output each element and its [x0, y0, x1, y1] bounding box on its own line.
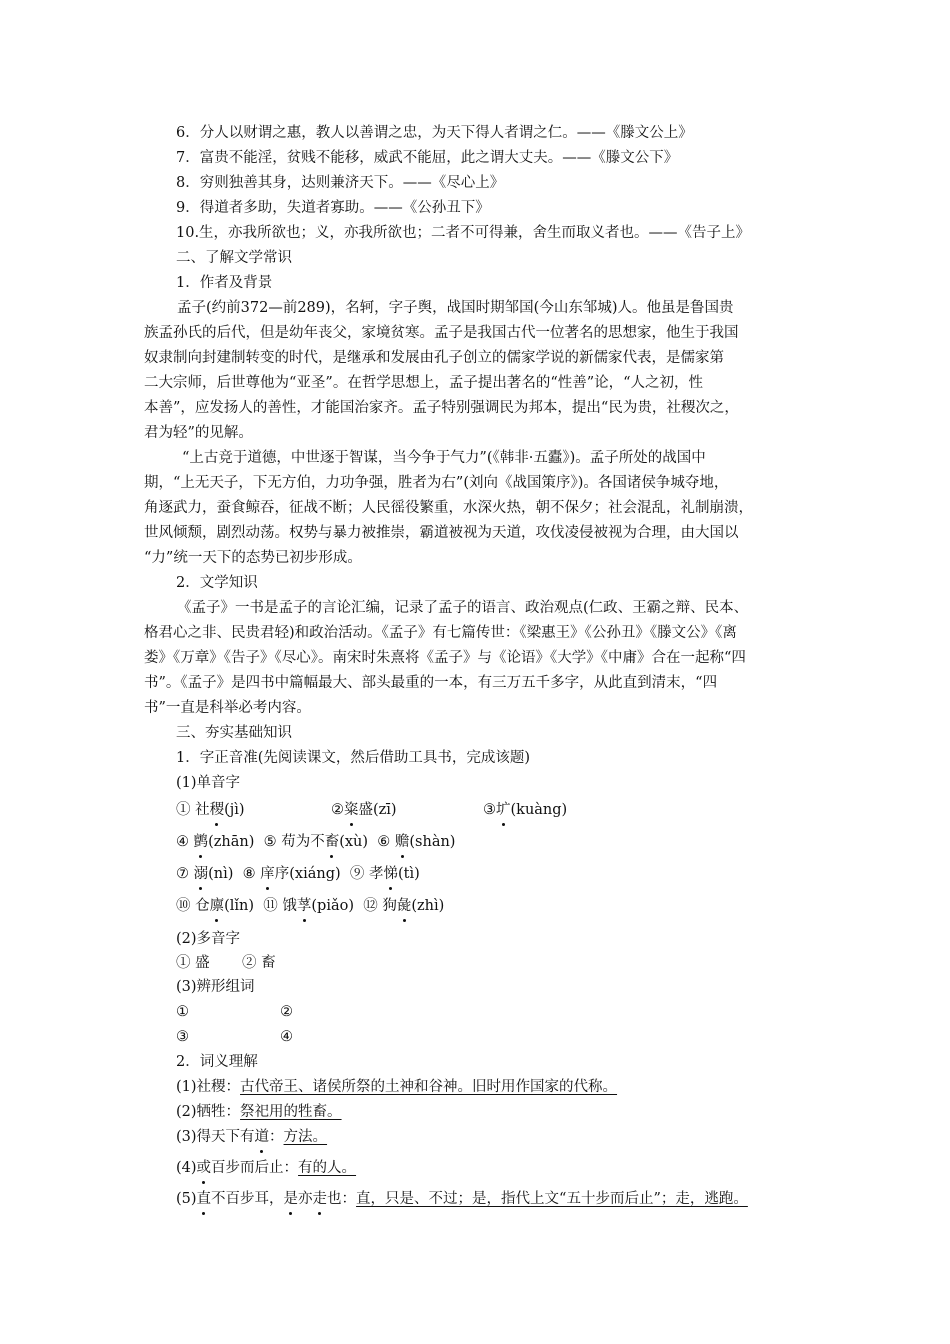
word-meaning-3: (3)得天下有道：方法。 [176, 1126, 327, 1148]
shape-words-row [176, 1026, 293, 1048]
subheading-literature: 2．文学知识 [176, 575, 258, 591]
shape-words-row [176, 1001, 293, 1023]
pinyin-item: ③圹(kuàng) [483, 799, 567, 821]
para2-line: “力”统一天下的态势已初步形成。 [144, 550, 362, 566]
pinyin-row-3 [176, 863, 420, 885]
quote-8: 8．穷则独善其身，达则兼济天下。——《尽心上》 [176, 175, 505, 191]
para2-line: 角逐武力，蚕食鲸吞，征战不断；人民徭役繁重，水深火热，朝不保夕；社会混乱，礼制崩溃， [144, 500, 753, 516]
pinyin-item: ⑧ 庠序(xiáng) [243, 866, 341, 882]
pinyin-item: ⑨ 孝悌(tì) [350, 866, 420, 882]
para3-line: 格君心之非、民贵君轻)和政治活动。《孟子》有七篇传世：《梁惠王》《公孙丑》《滕文公》《离 [144, 625, 737, 641]
shape-words-item: ① [176, 1004, 189, 1020]
word-meaning-4: (4)或百步而后止：有的人。 [176, 1157, 356, 1179]
para3-line: 娄》《万章》《告子》《尽心》。南宋时朱熹将《孟子》与《论语》《大学》《中庸》合在一起称“四 [144, 650, 746, 666]
pinyin-row-2 [176, 831, 455, 853]
quote-7: 7．富贵不能淫，贫贱不能移，威武不能屈，此之谓大丈夫。——《滕文公下》 [176, 150, 679, 166]
word-meaning-5: (5)直不百步耳，是亦走也：直，只是、不过；是，指代上文“五十步而后止”；走，逃跑。 [176, 1188, 748, 1210]
pinyin-item: ⑦ 溺(nì) [176, 866, 233, 882]
para1-line: 族孟孙氏的后代，但是幼年丧父，家境贫寒。孟子是我国古代一位著名的思想家，他生于我国 [144, 325, 739, 341]
para1-line: 二大宗师，后世尊他为“亚圣”。在哲学思想上，孟子提出著名的“性善”论，“人之初，性 [144, 375, 704, 391]
multi-sound-item: ② 畜 [242, 955, 276, 971]
para1-line: 奴隶制向封建制转变的时代，是继承和发展由孔子创立的儒家学说的新儒家代表，是儒家第 [144, 350, 724, 366]
pinyin-row-1 [176, 799, 567, 821]
shape-words-item: ④ [280, 1029, 293, 1045]
answer: 有的人。 [298, 1160, 357, 1176]
para1-line: 本善”，应发扬人的善性，才能国治家齐。孟子特别强调民为邦本，提出“民为贵，社稷次之， [144, 400, 739, 416]
quote-6: 6．分人以财谓之惠，教人以善谓之忠，为天下得人者谓之仁。——《滕文公上》 [176, 125, 693, 141]
para3-line: 书”。《孟子》是四书中篇幅最大、部头最重的一本，有三万五千多字，从此直到清末，“四 [144, 675, 718, 691]
quote-9: 9．得道者多助，失道者寡助。——《公孙丑下》 [176, 200, 490, 216]
shape-words-item: ③ [176, 1029, 189, 1045]
single-sound-label: (1)单音字 [176, 775, 241, 791]
para3-line: 《孟子》一书是孟子的言论汇编，记录了孟子的语言、政治观点(仁政、王霸之辩、民本、 [177, 600, 749, 616]
section-heading-2: 二、了解文学常识 [176, 250, 292, 266]
pinyin-item: ⑥ 赡(shàn) [377, 834, 455, 850]
para1-line: 孟子(约前372—前289)，名轲，字子舆，战国时期邹国(今山东邹城)人。他虽是鲁国贵 [177, 300, 734, 316]
word-meaning-1: (1)社稷：古代帝王、诸侯所祭的土神和谷神。旧时用作国家的代称。 [176, 1079, 618, 1095]
pinyin-item: ④ 鹯(zhān) [176, 834, 254, 850]
pinyin-item: ⑫ 狗彘(zhì) [363, 898, 444, 914]
shape-words-item: ② [280, 1004, 293, 1020]
pinyin-item: ⑩ 仓廪(lǐn) [176, 898, 254, 914]
para2-line: 世风倾颓，剧烈动荡。权势与暴力被推崇，霸道被视为天道，攻伐凌侵被视为合理，由大国以 [144, 525, 739, 541]
answer: 方法。 [283, 1129, 328, 1145]
answer: 直，只是、不过；是，指代上文“五十步而后止”；走，逃跑。 [356, 1191, 748, 1207]
pinyin-item: ⑪ 饿莩(piǎo) [263, 898, 354, 914]
pinyin-item: ① 社稷(jì) [176, 799, 331, 821]
pinyin-item: ②粢盛(zī) [331, 799, 483, 821]
answer: 古代帝王、诸侯所祭的土神和谷神。旧时用作国家的代称。 [240, 1079, 618, 1095]
para2-line: “上古竞于道德，中世逐于智谋，当今争于气力”(《韩非·五蠹》)。孟子所处的战国中 [182, 450, 706, 466]
section-heading-3: 三、夯实基础知识 [176, 725, 292, 741]
pinyin-item: ⑤ 苟为不畜(xù) [264, 834, 368, 850]
pinyin-row-4 [176, 895, 444, 917]
multi-sound-row [176, 952, 276, 974]
word-meaning-2: (2)牺牲：祭祀用的牲畜。 [176, 1104, 342, 1120]
subheading-author: 1．作者及背景 [176, 275, 273, 291]
subheading-pronunciation: 1．字正音准(先阅读课文，然后借助工具书，完成该题) [176, 750, 531, 766]
subheading-meaning: 2．词义理解 [176, 1054, 258, 1070]
multi-sound-label: (2)多音字 [176, 931, 241, 947]
para3-line: 书”一直是科举必考内容。 [144, 700, 311, 716]
quote-10: 10.生，亦我所欲也；义，亦我所欲也；二者不可得兼，舍生而取义者也。——《告子上》 [176, 225, 751, 241]
para2-line: 期，“上无天子，下无方伯，力功争强，胜者为右”(刘向《战国策序》)。各国诸侯争城夺地， [144, 475, 729, 491]
answer: 祭祀用的牲畜。 [240, 1104, 342, 1120]
multi-sound-item: ① 盛 [176, 955, 210, 971]
shape-words-label: (3)辨形组词 [176, 979, 255, 995]
para1-line: 君为轻”的见解。 [144, 425, 253, 441]
